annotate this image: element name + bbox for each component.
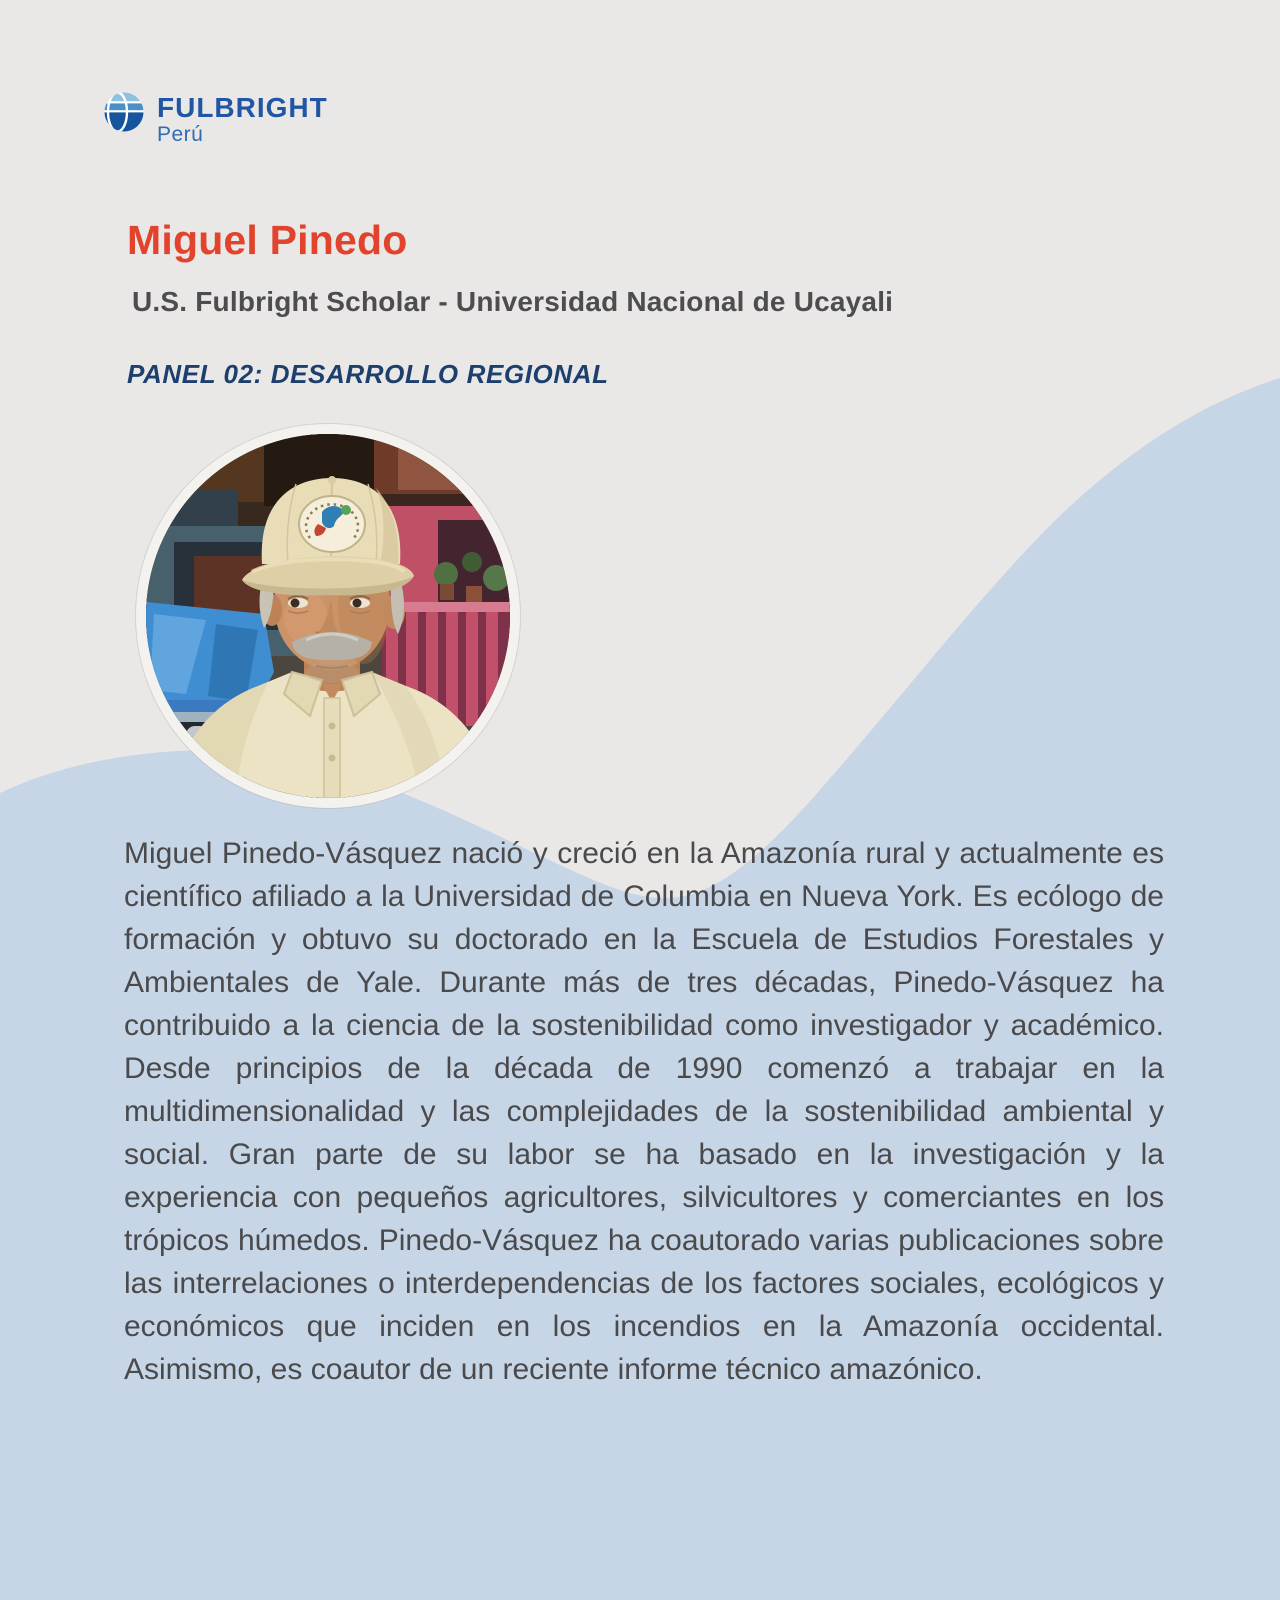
fulbright-logo xyxy=(104,92,328,146)
speaker-role: U.S. Fulbright Scholar - Universidad Nacional de Ucayali xyxy=(132,286,894,317)
panel-heading: PANEL 02: DESARROLLO REGIONAL xyxy=(127,359,609,389)
speaker-name: Miguel Pinedo xyxy=(127,217,408,263)
logo-country: Perú xyxy=(157,123,204,146)
portrait-illustration xyxy=(146,434,510,798)
logo-brand: FULBRIGHT xyxy=(157,92,328,123)
portrait-photo xyxy=(136,424,520,808)
logo-text xyxy=(157,92,328,146)
fulbright-globe-icon xyxy=(104,92,144,132)
bio-paragraph: Miguel Pinedo-Vásquez nació y creció en la Amazonía rural y actualmente es científico afiliado a la Universidad de Columbia en Nueva York. Es ecólogo de formación y obtuvo su doctorado en la Escuela de Estudios Forestales y Ambientales de Yale. Durante más de tres décadas, Pinedo-Vásquez ha contribuido a la ciencia de la sostenibilidad como investigador y académico. Desde principios de la década de 1990 comenzó a trabajar en la multidimensionalidad y las complejidades de la sostenibilidad ambiental y social. Gran parte de su labor se ha basado en la investigación y la experiencia con pequeños agricultores, silvicultores y comerciantes en los trópicos húmedos. Pinedo-Vásquez ha coautorado varias publicaciones sobre las interrelaciones o interdependencias de los factores sociales, ecológicos y económicos que inciden en los incendios en la Amazonía occidental. Asimismo, es coautor de un reciente informe técnico amazónico. xyxy=(124,837,1164,1386)
